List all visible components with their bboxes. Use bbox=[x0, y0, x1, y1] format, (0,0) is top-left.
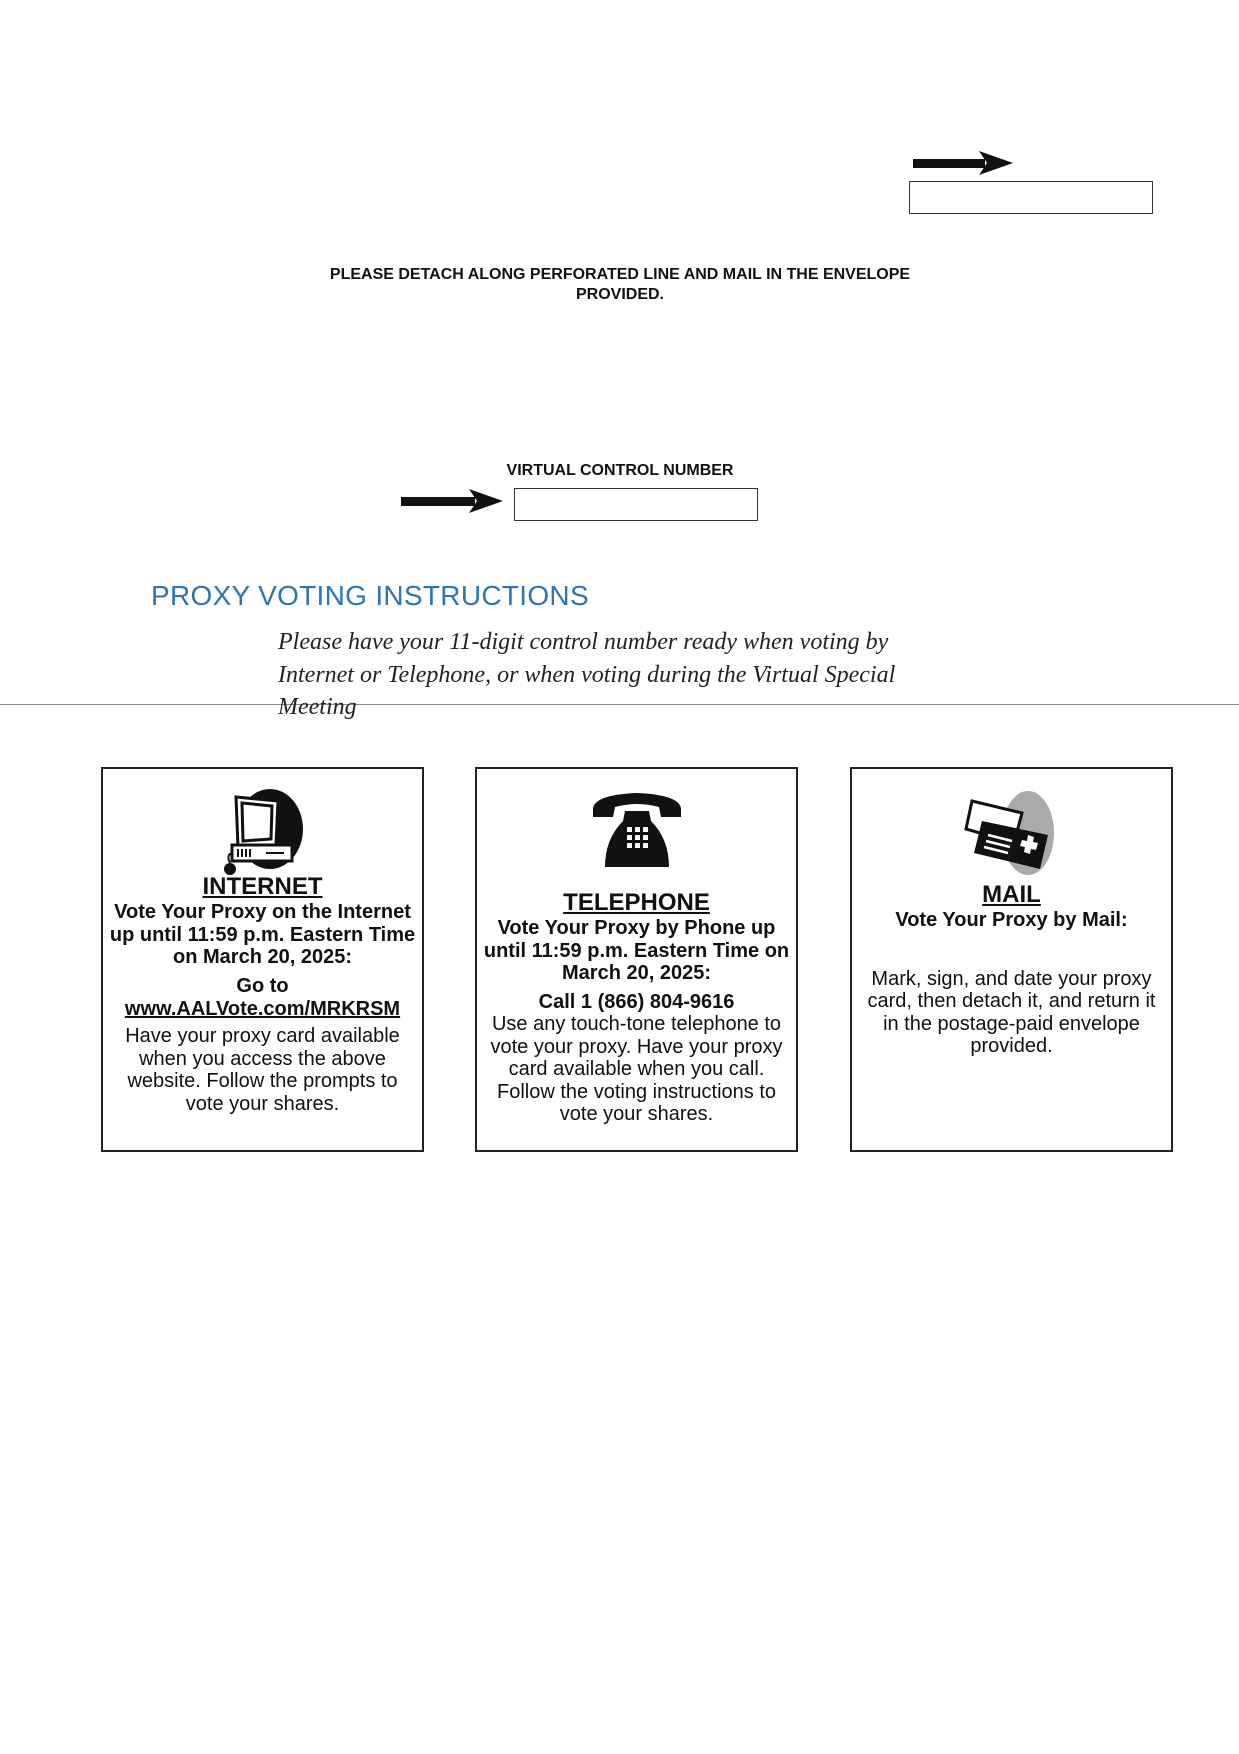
intro-text: Please have your 11-digit control number ready when voting by Internet or Telephone, or when voting during the Virtual Special Meeting bbox=[278, 629, 896, 720]
computer-icon bbox=[218, 787, 308, 875]
go-to-label: Go to bbox=[236, 974, 289, 997]
internet-subheading: Vote Your Proxy on the Internet up until 11:59 p.m. Eastern Time on March 20, 2025: bbox=[109, 901, 416, 968]
mail-icon bbox=[962, 791, 1062, 877]
control-number-box[interactable] bbox=[909, 181, 1153, 214]
telephone-heading: TELEPHONE bbox=[563, 889, 710, 916]
internet-voting-box bbox=[101, 767, 424, 1152]
arrow-right-icon bbox=[401, 488, 503, 514]
mail-instructions: Mark, sign, and date your proxy card, then detach it, and return it in the postage-paid envelope provided. bbox=[867, 967, 1156, 1057]
mail-subheading: Vote Your Proxy by Mail: bbox=[895, 909, 1128, 931]
telephone-instructions: Use any touch-tone telephone to vote your proxy. Have your proxy card available when you call. Follow the voting instructions to vote your shares. bbox=[490, 1013, 783, 1125]
arrow-right-icon bbox=[913, 150, 1013, 176]
phone-number[interactable]: Call 1 (866) 804-9616 bbox=[538, 990, 735, 1013]
section-title: PROXY VOTING INSTRUCTIONS bbox=[151, 580, 589, 611]
internet-heading: INTERNET bbox=[202, 873, 323, 900]
mail-voting-box bbox=[850, 767, 1173, 1152]
virtual-control-number-label: VIRTUAL CONTROL NUMBER bbox=[506, 462, 734, 479]
telephone-voting-box bbox=[475, 767, 798, 1152]
detach-notice: PLEASE DETACH ALONG PERFORATED LINE AND MAIL IN THE ENVELOPE PROVIDED. bbox=[329, 266, 911, 303]
mail-heading: MAIL bbox=[982, 881, 1041, 908]
virtual-control-number-box[interactable] bbox=[514, 488, 758, 521]
voting-website-link[interactable]: www.AALVote.com/MRKRSM bbox=[124, 998, 401, 1020]
internet-instructions: Have your proxy card available when you access the above website. Follow the prompts to vote your shares. bbox=[125, 1025, 400, 1115]
telephone-subheading: Vote Your Proxy by Phone up until 11:59 p.m. Eastern Time on March 20, 2025: bbox=[483, 917, 790, 984]
telephone-icon bbox=[589, 789, 685, 869]
